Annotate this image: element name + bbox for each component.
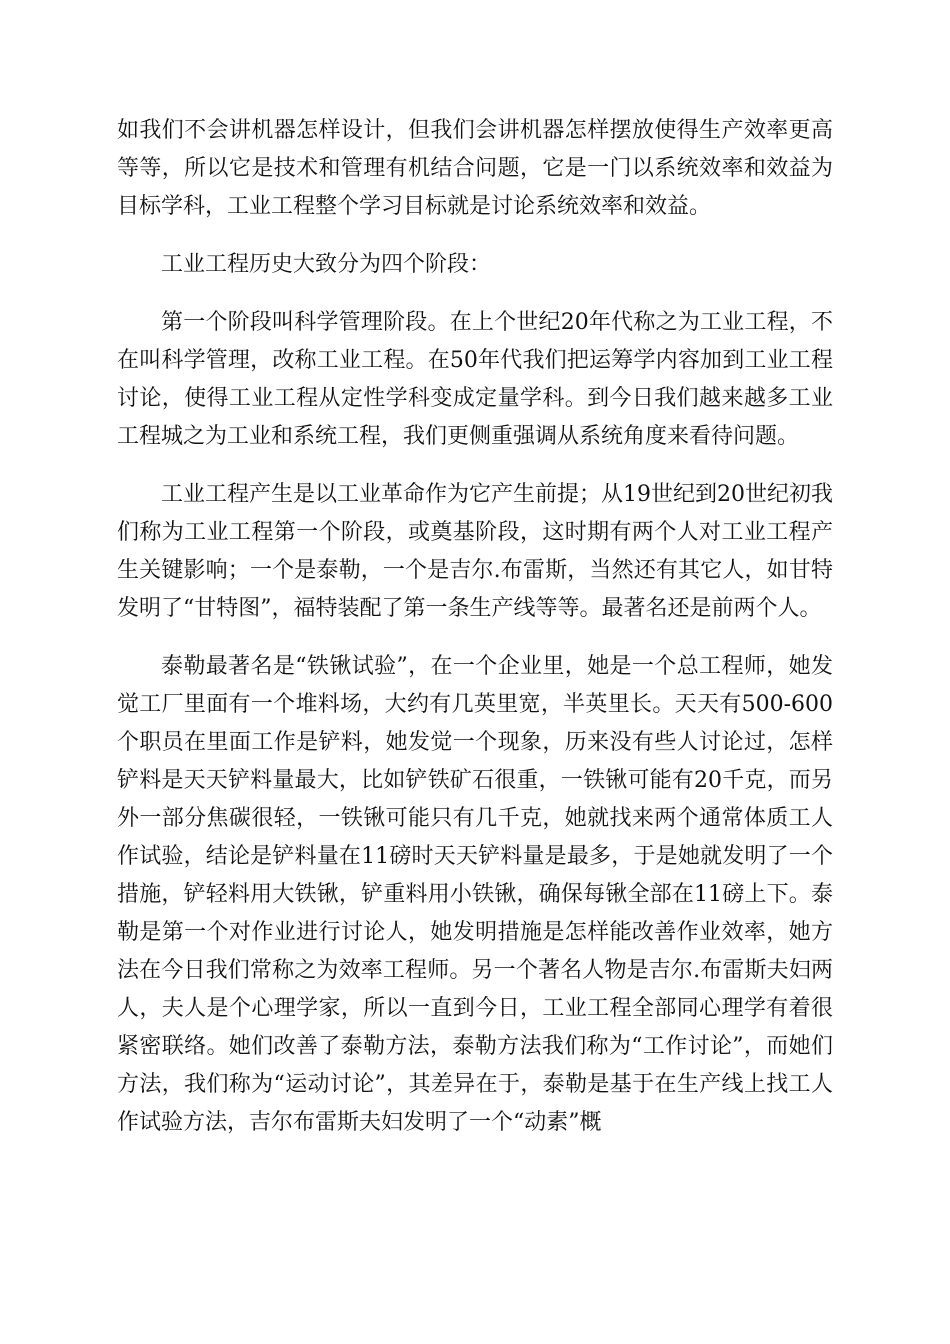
paragraph-industrial-revolution: 工业工程产生是以工业革命作为它产生前提；从19世纪到20世纪初我们称为工业工程第一个阶段，或奠基阶段，这时期有两个人对工业工程产生关键影响；一个是泰勒，一个是吉尔.布雷斯，当然还有其它人，如甘特发明了“甘特图”，福特装配了第一条生产线等等。最著名还是前两个人。: [117, 482, 833, 621]
paragraph-taylor-shovel-experiment: 泰勒最著名是“铁锹试验”，在一个企业里，她是一个总工程师，她发觉工厂里面有一个堆料场，大约有几英里宽，半英里长。天天有500-600个职员在里面工作是铲料，她发觉一个现象，历来没有些人讨论过，怎样铲料是天天铲料量最大，比如铲铁矿石很重，一铁锹可能有20千克，而另外一部分焦碳很轻，一铁锹可能只有几千克，她就找来两个通常体质工人作试验，结论是铲料量在11磅时天天铲料量是最多，于是她就发明了一个措施，铲轻料用大铁锹，铲重料用小铁锹，确保每锹全部在11磅上下。泰勒是第一个对作业进行讨论人，她发明措施是怎样能改善作业效率，她方法在今日我们常称之为效率工程师。另一个著名人物是吉尔.布雷斯夫妇两人，夫人是个心理学家，所以一直到今日，工业工程全部同心理学有着很紧密联络。她们改善了泰勒方法，泰勒方法我们称为“工作讨论”，而她们方法，我们称为“运动讨论”，其差异在于，泰勒是基于在生产线上找工人作试验方法，吉尔布雷斯夫妇发明了一个“动素”概: [117, 654, 833, 1135]
paragraph-history-stages: 工业工程历史大致分为四个阶段：: [161, 252, 492, 277]
document-page: [117, 112, 833, 1162]
paragraph-scientific-management: 第一个阶段叫科学管理阶段。在上个世纪20年代称之为工业工程，不在叫科学管理，改称工业工程。在50年代我们把运筹学内容加到工业工程讨论，使得工业工程从定性学科变成定量学科。到今日我们越来越多工业工程城之为工业和系统工程，我们更侧重强调从系统角度来看待问题。: [117, 310, 833, 449]
paragraph-intro-continuation: 如我们不会讲机器怎样设计，但我们会讲机器怎样摆放使得生产效率更高等等，所以它是技术和管理有机结合问题，它是一门以系统效率和效益为目标学科，工业工程整个学习目标就是讨论系统效率和效益。: [117, 118, 833, 219]
